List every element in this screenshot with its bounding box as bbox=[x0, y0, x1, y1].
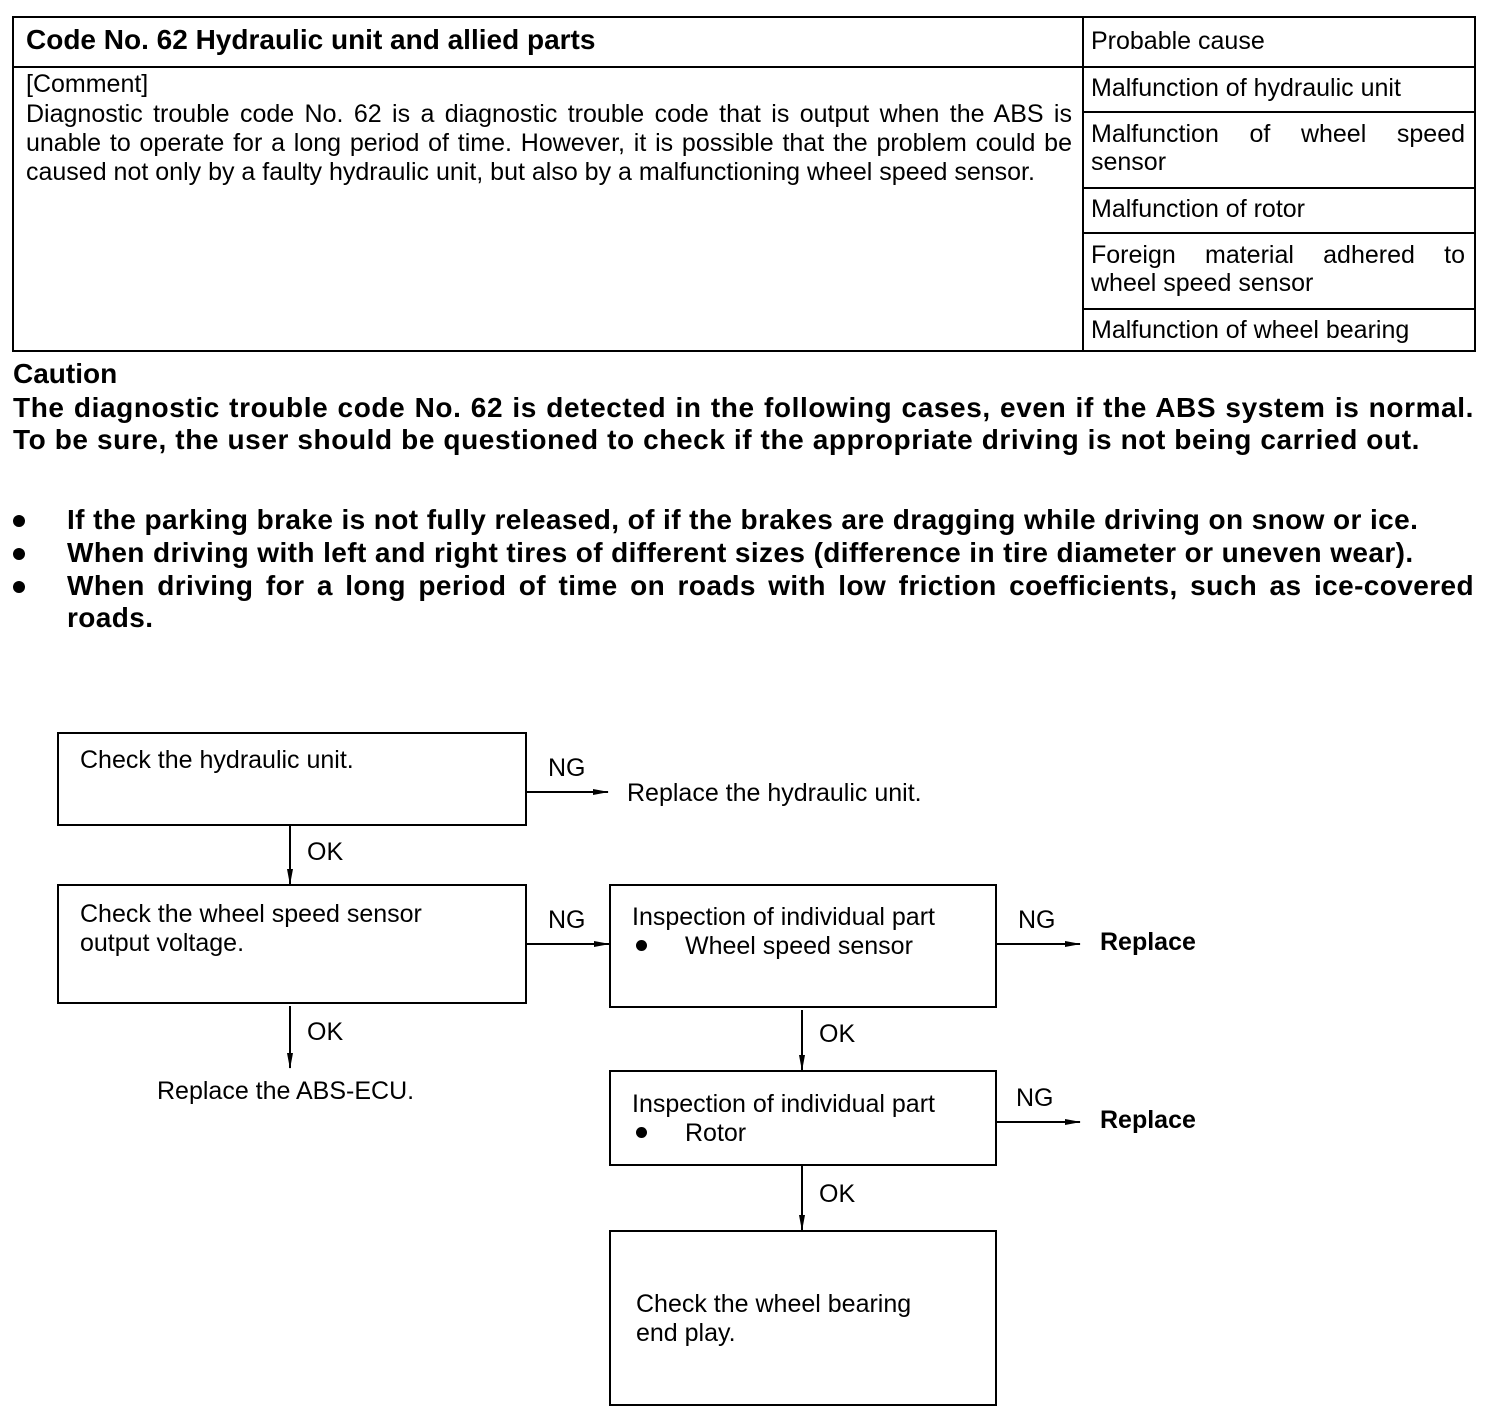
caution-title: Caution bbox=[13, 358, 118, 389]
cause-item: Malfunction of wheel bearing bbox=[1091, 316, 1410, 344]
step-inspect-rotor bbox=[609, 1070, 997, 1166]
comment-label: [Comment] bbox=[26, 70, 149, 98]
ok-label: OK bbox=[819, 1020, 856, 1048]
step-text: Check the hydraulic unit. bbox=[80, 746, 354, 774]
bullet-icon bbox=[636, 1127, 647, 1138]
ng-label: NG bbox=[1016, 1084, 1054, 1112]
ng-label: NG bbox=[548, 906, 586, 934]
step-check-wheel-bearing bbox=[609, 1230, 997, 1406]
step-check-sensor-voltage bbox=[57, 884, 527, 1004]
caution-bullet-text: If the parking brake is not fully released, of if the brakes are dragging while driving on snow or ice. bbox=[67, 504, 1419, 535]
probable-cause-header: Probable cause bbox=[1091, 27, 1265, 55]
step-text: Inspection of individual part Wheel speed sensor bbox=[632, 903, 935, 960]
bullet-icon bbox=[636, 940, 647, 951]
table-title: Code No. 62 Hydraulic unit and allied parts bbox=[26, 24, 596, 55]
caution-bullet-text: When driving for a long period of time on roads with low friction coefficients, such as ice-covered roads. bbox=[67, 570, 1474, 633]
cause-item: Malfunction of wheel speed sensor bbox=[1091, 120, 1465, 176]
ok-label: OK bbox=[307, 838, 344, 866]
ok-label: OK bbox=[819, 1180, 856, 1208]
replace-hydraulic-unit: Replace the hydraulic unit. bbox=[627, 779, 922, 807]
ng-label: NG bbox=[548, 754, 586, 782]
ng-label: NG bbox=[1018, 906, 1056, 934]
step-text: Inspection of individual part Rotor bbox=[632, 1090, 935, 1147]
replace-abs-ecu: Replace the ABS-ECU. bbox=[157, 1077, 415, 1105]
cause-item: Malfunction of rotor bbox=[1091, 195, 1305, 223]
step-text: Check the wheel speed sensor output voltage. bbox=[80, 900, 422, 957]
cause-item: Foreign material adhered to wheel speed sensor bbox=[1091, 241, 1465, 297]
step-inspect-wheel-speed-sensor bbox=[609, 884, 997, 1008]
ok-label: OK bbox=[307, 1018, 344, 1046]
caution-bullet-text: When driving with left and right tires of different sizes (difference in tire diameter or uneven wear). bbox=[67, 537, 1414, 568]
comment-text: Diagnostic trouble code No. 62 is a diagnostic trouble code that is output when the ABS is unable to operate for a long period of time. However, it is possible that the problem could be caused not only by a faulty hydraulic unit, but also by a malfunctioning wheel speed sensor. bbox=[26, 100, 1072, 186]
replace-label: Replace bbox=[1100, 1106, 1196, 1134]
step-check-hydraulic-unit bbox=[57, 732, 527, 826]
caution-text: The diagnostic trouble code No. 62 is detected in the following cases, even if the ABS system is normal. To be sure, the user should be questioned to check if the appropriate driving is not being carried out. bbox=[13, 392, 1474, 455]
cause-item: Malfunction of hydraulic unit bbox=[1091, 74, 1401, 102]
replace-label: Replace bbox=[1100, 928, 1196, 956]
step-text: Check the wheel bearing end play. bbox=[636, 1290, 912, 1347]
